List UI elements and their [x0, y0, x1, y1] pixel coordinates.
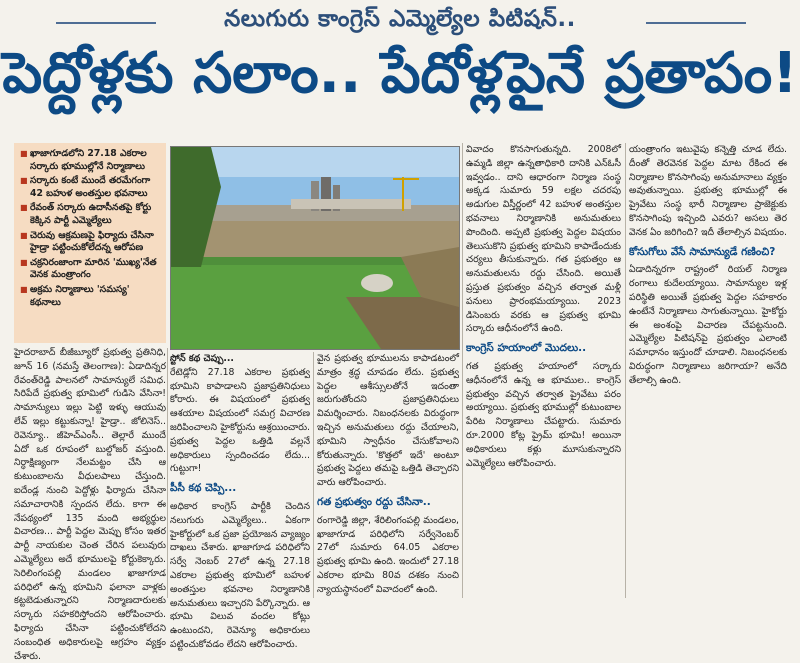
column-divider: [167, 348, 168, 598]
highlight-item: ■ అక్రమ నిర్మాణాలు 'సమస్య' కథనాలు: [20, 284, 160, 309]
article-text: అధికార కాంగ్రెస్ పార్టీకి చెందిన నలుగురు ఎమ్మెల్యేలు.. ఏకంగా హైకోర్టులో ఒక ప్రజా ప్రయోజన వ్యాజ్యం దాఖలు చేశారు. ఖాజాగూడ పరిధిలోని సర్వే నెంబర్ 27లో ఉన్న 27.18 ఎకరాల ప్రభుత్వ భూమిలో బహుళ అంతస్తుల భవనాల నిర్మాణానికి అనుమతులు ఇచ్చారని పేర్కొన్నారు. ఆ భూమి విలువ వందల కోట్లు ఉంటుందని, రెవెన్యూ అధికారులు పట్టించుకోవడం లేదని ఆరోపించారు.: [170, 500, 310, 650]
highlight-item: ■ చక్రనిరంజాంగా మారిన 'ముఖ్య'నేత వెనక మంత్రాంగం: [20, 257, 160, 282]
photo-caption: స్టోన్ కథ చెప్పు...: [170, 353, 234, 364]
kicker-text: నలుగురు కాంగ్రెస్ ఎమ్మెల్యేల పిటిషన్..: [224, 6, 576, 32]
article-text: గత ప్రభుత్వ హయాంలో సర్కారు ఆధీనంలోనే ఉన్న ఆ భూముల.. కాంగ్రెస్ ప్రభుత్వం వచ్చిన తర్వాత ప్రైవేటు పరం అయ్యాయి. ప్రభుత్వ భూముల్లో కుటుంబాల పేరిట నిర్మాణాలు చేపట్టారు. సుమారు రూ.2000 కోట్ల ప్రైమ్ భూమి! అయినా అధికారులు కళ్లు మూసుకున్నారని ఎమ్మెల్యేలు ఆరోపించారు.: [466, 360, 621, 469]
article-column-5: [629, 143, 787, 598]
highlight-item: ■ ఖాజాగూడలోని 27.18 ఎకరాల సర్కారు భూముల్లోనే నిర్మాణాలు: [20, 148, 160, 173]
section-subhead: పీసీ కథ చెప్పి...: [170, 482, 237, 495]
highlight-item: ■ సర్కారు కంటే ముందే తరమేగంగా 42 బహుళ అంతస్తుల భవనాలు: [20, 175, 160, 200]
highlight-item: ■ చెరువు ఆక్రమణపై ఫిర్యాదు చేసినా హైడ్రా పట్టించుకోలేదన్న ఆరోపణ: [20, 230, 160, 255]
section-subhead: కోసుగోలు వేసే సామాన్యుడే గణించి?: [629, 245, 776, 258]
section-subhead: గత ప్రభుత్వం రద్దు చేసినా..: [317, 495, 431, 508]
highlights-box: [14, 143, 166, 343]
column-divider: [462, 143, 463, 598]
article-text: వైన ప్రభుత్వ భూములను కాపాడటంలో మాత్రం శ్రద్ధ చూపడం లేదు. ప్రభుత్వ పెద్దల ఆశీస్సులతోనే ఇదంతా జరుగుతోందని ప్రజాప్రతినిధులు విమర్శించారు. నిబంధనలకు విరుద్ధంగా ఇచ్చిన అనుమతులు రద్దు చేయాలని, భూమిని స్వాధీనం చేసుకోవాలని కోరుతున్నారు. 'కొత్తలో ఇదే' అంటూ ప్రభుత్వ పెద్దలు తమపై ఒత్తిడి తెచ్చారని వారు ఆరోపించారు.: [317, 353, 459, 489]
construction-site-photo: [170, 146, 460, 350]
article-column-3: [317, 352, 459, 598]
kicker: [0, 6, 800, 38]
article-text: ఏడాదిన్నరగా రాష్ట్రంలో రియల్ నిర్మాణ రంగాలు కుదేలయ్యాయి. సామాన్యుల ఇళ్ల పరిస్థితి అయితే ప్రభుత్వ పెద్దల సహకారం ఉంటేనే నిర్మాణాలు సాగుతున్నాయి. హైకోర్టు ఈ అంశంపై విచారణ చేపట్టనుంది. ఎమ్మెల్యేల పిటిషన్‌పై ప్రభుత్వం ఎలాంటి సమాధానం ఇస్తుందో చూడాలి. నిబంధనలకు విరుద్ధంగా నిర్మాణాలు జరిగాయా? అనేది తేలాల్సి ఉంది.: [629, 264, 787, 386]
article-text: వివాదం కొనసాగుతున్నది. 2008లో ఉమ్మడి జిల్లా ఉన్నతాధికారి దానికి ఎన్ఓసీ ఇవ్వడం.. దాని ఆధారంగా నిర్మాణ సంస్థ అక్కడ సుమారు 59 లక్షల చదరపు అడుగుల విస్తీర్ణంలో 42 బహుళ అంతస్తుల భవనాలు నిర్మాణానికి అనుమతులు పొందింది. అప్పటి ప్రభుత్వ పెద్దల విషయం తెలుసుకొని ప్రభుత్వ భూమిని కాపాడేందుకు చర్యలు తీసుకున్నారు. గత ప్రభుత్వం ఆ అనుమతులను రద్దు చేసింది. అయితే ప్రస్తుత ప్రభుత్వం వచ్చిన తర్వాత మళ్లీ పనులు ప్రారంభమయ్యాయి. 2023 డిసెంబరు వరకు ఆ ప్రభుత్వ భూమి సర్కారు ఆధీనంలోనే ఉంది.: [466, 144, 621, 335]
kicker-rule-right: [646, 22, 746, 24]
article-text: హైదరాబాద్ బీజీబ్యూరో ప్రభుత్వ ప్రతినిధి, జూన్ 16 (నమస్తే తెలంగాణ): ఏడాదిన్నర రేవంత్‌రెడ్డి పాలనలో సామాన్యులే సమిధ. సిరిపేదే ప్రభుత్వ భూమిలో గుడిసె వేసినా! సామాన్యులు ఇల్లు పెట్టి ఇళ్ళు ఆయువు లేవ్ ఇల్లు కట్టుకున్నా! హైడ్రా.. జోలినెస్.. రెవెన్యూ.. జీహెచ్ఎంసీ.. తెల్లారే ముందే ఏదో ఒక రూపంలో బుల్డోజర్ వస్తుంది. నిర్ధాక్షిణ్యంగా నేలమట్టం చేసి ఆ కుటుంబాలను వీధులపాలు చేస్తుంది. ఐదేండ్ల నుంచి పెద్దోళ్లు ఫిర్యాదు చేసినా సమాచారానికి స్పందన లేదు. కాగా ఈ నేపథ్యంలో 135 మంది అభ్యర్థుల విచారణ... పార్టీ పెద్దల మెప్పు కోసం ఇతర పార్టీ నాయకుల చెంత చేరిన పలువురు ఎమ్మెల్యేలు అదే భూములపై కోర్టుకెక్కారు. సెరిలింగంపల్లి మండలం ఖాజాగూడ పరిధిలో ఉన్న భూమిని ఫలానా వాళ్లకు కట్టబెడుతున్నారని నిర్మాణదారులకు సర్కారు సహకరిస్తోందని ఆరోపించారు. ఫిర్యాదు చేసినా పట్టించుకోలేదని సంబంధిత అధికారులపై ఆగ్రహం వ్యక్తం చేశారు.: [14, 347, 166, 662]
kicker-rule-left: [56, 22, 156, 24]
article-column-2: [170, 352, 310, 650]
article-text: యంత్రాంగం ఇటువైపు కన్నెత్తి చూడ లేదు. దీంతో తెరవెనక పెద్దల మాట రేకింద ఈ నిర్మాణాల కొనసాగింపు అనుమానాలు వ్యక్తం అవుతున్నాయి. ప్రభుత్వ భూముల్లో ఈ ప్రైవేటు సంస్థ భారీ నిర్మాణాల ప్రాజెక్టుకు కొనసాగింపు ఇచ్చింది ఎవరు? అసలు తెర వెనక ఏం జరిగింది? ఇదీ తేలాల్సిన విషయం.: [629, 144, 787, 238]
column-divider: [313, 352, 314, 598]
highlight-item: ■ రేవంత్ సర్కారు ఉదాసీనతపై కోర్టు కెక్కిన పార్టీ ఎమ్మెల్యేలు: [20, 202, 160, 227]
article-text: రేటెడ్లోని 27.18 ఎకరాల ప్రభుత్వ భూమిని కాపాడాలని ప్రజాప్రతినిధులు కోరారు. ఈ విషయంలో ప్రభుత్వ ఆశయాల విషయంలో సమగ్ర విచారణ జరిపించాలని హైకోర్టును ఆశ్రయించారు. ప్రభుత్వ పెద్దల ఒత్తిడి వల్లనే అధికారులు స్పందించడం లేదు... గుట్టుగా!: [170, 366, 310, 475]
section-subhead: కాంగ్రెస్ హయాంలో మొదలు..: [466, 342, 587, 355]
article-text: రంగారెడ్డి జిల్లా, శేరిలింగంపల్లి మండలం, ఖాజాగూడ పరిధిలోని సర్వేనెంబర్ 27లో సుమారు 64.05 ఎకరాల ప్రభుత్వ భూమి ఉంది. ఇందులో 27.18 ఎకరాల భూమి 80వ దశకం నుంచి న్యాయస్థానంలో వివాదంలో ఉంది.: [317, 514, 459, 595]
headline: పెద్దోళ్లకు సలాం.. పేదోళ్లపైనే ప్రతాపం!: [2, 41, 798, 106]
article-column-1: [14, 346, 166, 662]
article-column-4: [466, 143, 621, 598]
column-divider: [625, 143, 626, 598]
